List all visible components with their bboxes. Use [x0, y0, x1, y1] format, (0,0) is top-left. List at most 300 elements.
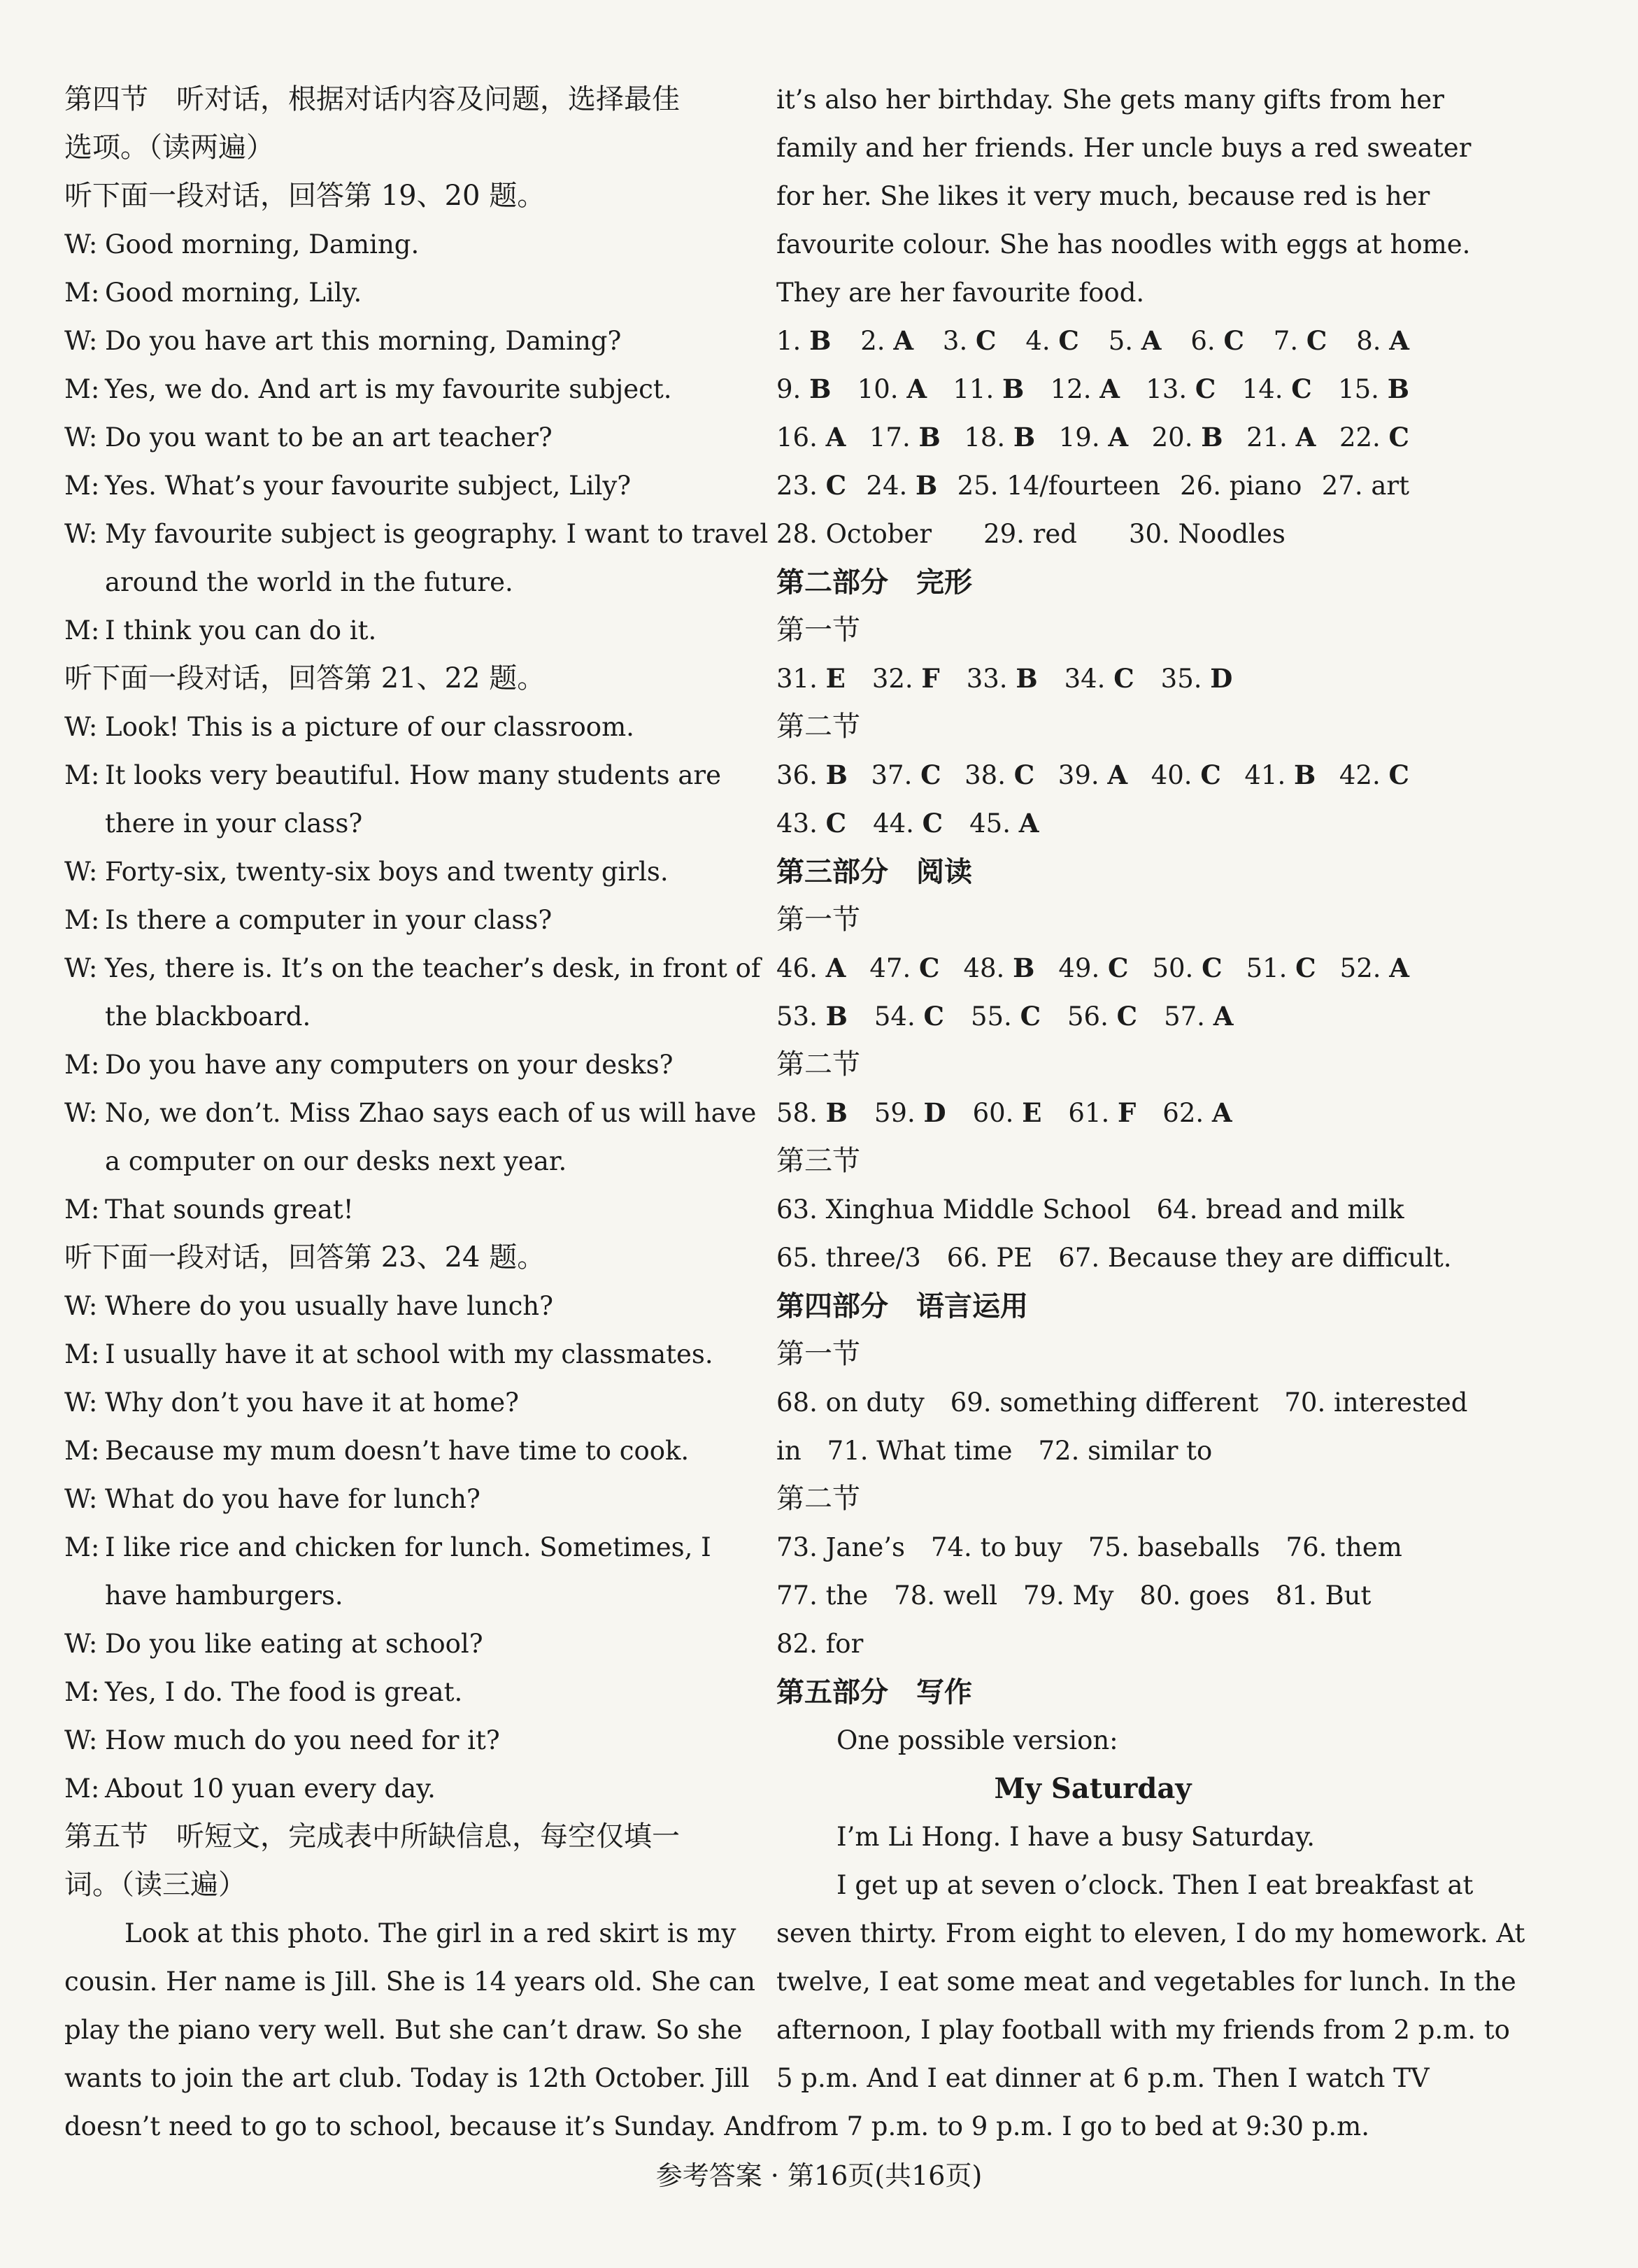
answer-item [1152, 413, 1223, 462]
answer-item [1059, 413, 1128, 462]
answer-choice: C [825, 808, 847, 839]
subsection-label: 听下面一段对话，回答第 21、22 题。 [64, 662, 546, 694]
answer-choice: B [1016, 663, 1038, 694]
speaker-label: W: [64, 1098, 98, 1128]
answer-item [776, 799, 846, 848]
answer-number: 13. [1146, 374, 1188, 404]
answer-row [776, 751, 1409, 799]
answer-number: 35. [1160, 664, 1202, 694]
answer-item [1356, 317, 1409, 365]
speaker-label: W: [64, 229, 98, 259]
answer-number: 49. [1058, 953, 1100, 983]
answer-item [1058, 944, 1128, 992]
dialogue-continuation: there in your class? [105, 808, 363, 839]
answer-item [776, 462, 846, 510]
text-line: 73. Jane’s 74. to buy 75. baseballs 76. them [776, 1532, 1402, 1562]
answer-choice: C [922, 808, 943, 839]
answer-item [1339, 413, 1409, 462]
text-line: afternoon, I play football with my friends from 2 p.m. to [776, 2015, 1510, 2045]
answer-item [1067, 992, 1137, 1041]
speaker-label: M: [64, 1194, 100, 1225]
answer-item [776, 992, 848, 1041]
subsection-label: 第一节 [776, 614, 860, 646]
answer-row [776, 944, 1409, 992]
answer-item [776, 655, 846, 703]
answer-number: 45. [969, 808, 1011, 839]
answer-item [1340, 944, 1409, 992]
answer-number: 1. [776, 326, 802, 356]
left-column [64, 76, 776, 2151]
answer-item [1161, 655, 1233, 703]
answer-number: 61. [1068, 1098, 1110, 1128]
subsection-label: 第一节 [776, 904, 860, 936]
answer-item [869, 944, 939, 992]
speaker-label: M: [64, 615, 100, 646]
dialogue-text: Do you have any computers on your desks? [105, 1050, 674, 1080]
answer-item [1322, 462, 1409, 510]
speaker-label: M: [64, 1532, 100, 1562]
dialogue-line [64, 848, 697, 896]
text-line: They are her favourite food. [776, 278, 1145, 308]
text-line: it’s also her birthday. She gets many gifts from her [776, 85, 1444, 115]
text-line: 63. Xinghua Middle School 64. bread and milk [776, 1194, 1404, 1225]
answer-choice: A [1108, 422, 1129, 452]
dialogue-line [64, 1475, 697, 1523]
subsection-label: 第三节 [776, 1145, 860, 1177]
answer-row [776, 413, 1409, 462]
answer-item [776, 1089, 848, 1137]
dialogue-line [64, 462, 697, 510]
answer-item [1338, 365, 1409, 413]
text-line: doesn’t need to go to school, because it’s Sunday. And [64, 2111, 776, 2141]
dialogue-text: Is there a computer in your class? [105, 905, 553, 935]
dialogue-line [64, 1668, 697, 1716]
answer-choice: B [1013, 953, 1035, 983]
answer-choice: C [923, 1001, 944, 1032]
answer-number: 52. [1339, 953, 1381, 983]
answer-number: 5. [1108, 326, 1134, 356]
answer-item [874, 992, 944, 1041]
answer-number: 10. [857, 374, 899, 404]
text-line: 28. October 29. red 30. Noodles [776, 519, 1286, 549]
answer-number: 54. [874, 1001, 916, 1032]
answer-number: 58. [776, 1098, 818, 1128]
answer-row [776, 462, 1409, 510]
answer-number: 33. [966, 664, 1008, 694]
dialogue-line [64, 1185, 697, 1234]
answer-item [1274, 317, 1327, 365]
answer-choice: B [1002, 373, 1025, 404]
part-heading: 第三部分 阅读 [776, 855, 972, 888]
answer-choice: C [1116, 1001, 1138, 1032]
dialogue-text: Where do you usually have lunch? [105, 1291, 553, 1321]
dialogue-line [64, 1764, 697, 1813]
answer-number: 19. [1058, 422, 1100, 452]
answer-item [1180, 462, 1302, 510]
answer-choice: A [825, 422, 846, 452]
paragraph-first-line: Look at this photo. The girl in a red skirt is my [124, 1918, 736, 1948]
dialogue-line [64, 1089, 757, 1137]
speaker-label: M: [64, 1050, 100, 1080]
text-line: wants to join the art club. Today is 12th October. Jill [64, 2063, 750, 2093]
answer-choice: C [1200, 759, 1221, 790]
answer-number: 48. [963, 953, 1005, 983]
answer-number: 25. 14/fourteen [957, 471, 1160, 501]
answer-choice: A [893, 325, 914, 356]
speaker-label: W: [64, 857, 98, 887]
answer-item [943, 317, 997, 365]
answer-number: 18. [964, 422, 1006, 452]
subsection-label: 第二节 [776, 711, 860, 743]
speaker-label: M: [64, 1339, 100, 1369]
speaker-label: W: [64, 953, 98, 983]
dialogue-text: Good morning, Lily. [105, 278, 362, 308]
answer-choice: B [1013, 422, 1036, 452]
answer-number: 2. [860, 326, 885, 356]
answer-choice: A [1099, 373, 1120, 404]
answer-number: 39. [1057, 760, 1099, 790]
answer-item [857, 365, 927, 413]
part-heading: 第二部分 完形 [776, 566, 972, 599]
dialogue-line [64, 1620, 697, 1668]
dialogue-line [64, 269, 697, 317]
answer-number: 8. [1356, 326, 1381, 356]
answer-choice: A [1141, 325, 1162, 356]
answer-choice: C [1113, 663, 1134, 694]
answer-number: 60. [972, 1098, 1014, 1128]
text-line: seven thirty. From eight to eleven, I do my homework. At [776, 1918, 1525, 1948]
answer-choice: B [825, 1001, 848, 1032]
subsection-label: 第二节 [776, 1483, 860, 1515]
dialogue-text: No, we don’t. Miss Zhao says each of us will have [105, 1098, 757, 1128]
answer-choice: B [916, 470, 938, 501]
answer-item [1152, 944, 1222, 992]
part-heading: 第四部分 语言运用 [776, 1290, 1028, 1322]
dialogue-text: Look! This is a picture of our classroom. [105, 712, 634, 742]
answer-choice: A [1107, 759, 1128, 790]
answer-number: 50. [1152, 953, 1194, 983]
dialogue-line [64, 1282, 697, 1330]
answer-number: 24. [866, 471, 908, 501]
answer-row [776, 365, 1409, 413]
dialogue-text: How much do you need for it? [105, 1725, 500, 1755]
answer-choice: B [809, 325, 832, 356]
answer-row [776, 1089, 1409, 1137]
answer-number: 43. [776, 808, 818, 839]
answer-number: 27. art [1321, 471, 1409, 501]
dialogue-text: I think you can do it. [105, 615, 377, 646]
answer-number: 21. [1246, 422, 1288, 452]
answer-number: 44. [873, 808, 914, 839]
speaker-label: W: [64, 519, 98, 549]
answer-item [973, 1089, 1042, 1137]
dialogue-text: Yes, we do. And art is my favourite subject. [105, 374, 672, 404]
answer-item [1064, 655, 1134, 703]
dialogue-line [64, 1378, 697, 1427]
answer-item [1109, 317, 1162, 365]
answer-item [874, 1089, 946, 1137]
answer-item [963, 944, 1034, 992]
part-heading: 第五部分 写作 [776, 1676, 972, 1709]
answer-choice: D [923, 1097, 946, 1128]
answer-choice: A [1389, 325, 1409, 356]
answer-number: 26. piano [1180, 471, 1302, 501]
answer-number: 41. [1244, 760, 1286, 790]
dialogue-continuation: have hamburgers. [105, 1581, 343, 1611]
paragraph-first-line: One possible version: [836, 1725, 1118, 1755]
answer-number: 47. [869, 953, 911, 983]
answer-choice: C [825, 470, 847, 501]
answer-item [1068, 1089, 1136, 1137]
dialogue-text: Do you have art this morning, Daming? [105, 326, 622, 356]
answer-item [1246, 944, 1316, 992]
text-line: cousin. Her name is Jill. She is 14 years old. She can [64, 1967, 755, 1997]
answer-item [872, 655, 940, 703]
answer-item [1242, 365, 1312, 413]
answer-item [873, 799, 943, 848]
answer-choice: C [920, 759, 941, 790]
answer-item [969, 799, 1039, 848]
speaker-label: M: [64, 1677, 100, 1707]
right-column [776, 76, 1525, 2151]
answer-item [957, 462, 1160, 510]
speaker-label: M: [64, 905, 100, 935]
dialogue-text: Yes. What’s your favourite subject, Lily? [105, 471, 632, 501]
answer-item [1162, 1089, 1232, 1137]
answer-item [971, 992, 1041, 1041]
dialogue-text: I like rice and chicken for lunch. Sometimes, I [105, 1532, 711, 1562]
answer-item [1025, 317, 1079, 365]
dialogue-text: That sounds great! [105, 1194, 354, 1225]
dialogue-continuation: the blackboard. [105, 1001, 311, 1032]
answer-number: 22. [1339, 422, 1381, 452]
dialogue-text: Yes, I do. The food is great. [105, 1677, 463, 1707]
dialogue-text: Do you want to be an art teacher? [105, 422, 553, 452]
speaker-label: M: [64, 1436, 100, 1466]
answer-choice: C [1291, 373, 1312, 404]
answer-item [776, 413, 846, 462]
answer-row [776, 655, 1409, 703]
answer-number: 46. [776, 953, 818, 983]
answer-number: 15. [1338, 374, 1379, 404]
answer-choice: B [825, 1097, 848, 1128]
answer-choice: C [1020, 1001, 1041, 1032]
answer-number: 7. [1273, 326, 1299, 356]
answer-choice: B [1201, 422, 1223, 452]
answer-choice: B [1293, 759, 1316, 790]
answer-choice: F [1118, 1097, 1137, 1128]
answer-number: 40. [1151, 760, 1192, 790]
dialogue-line [64, 606, 697, 655]
answer-number: 31. [776, 664, 818, 694]
text-line: for her. She likes it very much, because red is her [776, 181, 1430, 211]
paragraph-first-line: I’m Li Hong. I have a busy Saturday. [836, 1822, 1316, 1852]
text-line: play the piano very well. But she can’t draw. So she [64, 2015, 743, 2045]
answer-item [776, 751, 848, 799]
text-line: from 7 p.m. to 9 p.m. I go to bed at 9:30 p.m. [776, 2111, 1369, 2141]
answer-item [1164, 992, 1233, 1041]
answer-choice: A [1295, 422, 1316, 452]
answer-choice: D [1210, 663, 1233, 694]
answer-item [967, 655, 1038, 703]
answer-choice: B [918, 422, 941, 452]
answer-item [869, 413, 941, 462]
answer-number: 56. [1067, 1001, 1109, 1032]
answer-choice: C [1223, 325, 1244, 356]
answer-number: 51. [1246, 953, 1288, 983]
answer-item [866, 462, 937, 510]
dialogue-text: About 10 yuan every day. [105, 1774, 436, 1804]
dialogue-line [64, 1041, 697, 1089]
dialogue-line [64, 703, 697, 751]
answer-row [776, 317, 1409, 365]
answer-number: 4. [1025, 326, 1051, 356]
text-line: 77. the 78. well 79. My 80. goes 81. But [776, 1581, 1372, 1611]
answer-number: 53. [776, 1001, 818, 1032]
answer-choice: E [825, 663, 846, 694]
answer-row [776, 992, 1409, 1041]
text-line: 68. on duty 69. something different 70. interested [776, 1388, 1468, 1418]
answer-number: 55. [970, 1001, 1012, 1032]
speaker-label: W: [64, 1291, 98, 1321]
answer-item [964, 413, 1035, 462]
answer-number: 62. [1162, 1098, 1204, 1128]
answer-number: 57. [1164, 1001, 1205, 1032]
page-footer: 参考答案 · 第16页(共16页) [655, 2160, 983, 2191]
answer-choice: A [825, 953, 846, 983]
section-heading: 第四节 听对话，根据对话内容及问题，选择最佳 [64, 83, 680, 115]
text-line: favourite colour. She has noodles with eggs at home. [776, 229, 1471, 259]
dialogue-line [64, 317, 697, 365]
answer-number: 34. [1064, 664, 1106, 694]
answer-item [953, 365, 1024, 413]
answer-choice: B [1387, 373, 1409, 404]
subsection-label: 第一节 [776, 1338, 860, 1370]
answer-item [1146, 365, 1216, 413]
answer-choice: B [825, 759, 848, 790]
dialogue-line [64, 413, 697, 462]
answer-item [1190, 317, 1244, 365]
speaker-label: M: [64, 278, 100, 308]
dialogue-text: What do you have for lunch? [105, 1484, 480, 1514]
dialogue-text: Why don’t you have it at home? [105, 1388, 519, 1418]
answer-number: 37. [871, 760, 913, 790]
answer-item [1058, 751, 1127, 799]
answer-number: 59. [874, 1098, 916, 1128]
answer-choice: C [1388, 422, 1409, 452]
answer-choice: A [1389, 953, 1409, 983]
answer-choice: C [975, 325, 997, 356]
answer-number: 9. [776, 374, 802, 404]
answer-choice: C [1107, 953, 1129, 983]
answer-item [1246, 413, 1316, 462]
essay-title: My Saturday [994, 1772, 1192, 1805]
answer-row [776, 799, 1409, 848]
answer-choice: C [1388, 759, 1409, 790]
dialogue-line [64, 944, 761, 992]
dialogue-text: Good morning, Daming. [105, 229, 420, 259]
dialogue-text: It looks very beautiful. How many students are [105, 760, 721, 790]
speaker-label: W: [64, 1725, 98, 1755]
dialogue-line [64, 220, 697, 269]
dialogue-line [64, 1330, 713, 1378]
answer-choice: E [1022, 1097, 1042, 1128]
answer-choice: A [1018, 808, 1039, 839]
answer-choice: C [918, 953, 940, 983]
answer-choice: A [1211, 1097, 1232, 1128]
answer-item [1151, 751, 1221, 799]
dialogue-continuation: a computer on our desks next year. [105, 1146, 567, 1176]
speaker-label: W: [64, 422, 98, 452]
answer-item [964, 751, 1034, 799]
subsection-label: 听下面一段对话，回答第 23、24 题。 [64, 1241, 546, 1274]
answer-number: 16. [776, 422, 818, 452]
text-line: 5 p.m. And I eat dinner at 6 p.m. Then I watch TV [776, 2063, 1430, 2093]
text-line: 82. for [776, 1629, 864, 1659]
answer-number: 11. [953, 374, 995, 404]
speaker-label: M: [64, 374, 100, 404]
subsection-label: 听下面一段对话，回答第 19、20 题。 [64, 180, 546, 212]
answer-choice: A [1213, 1001, 1234, 1032]
answer-item [776, 317, 831, 365]
answer-choice: B [809, 373, 832, 404]
answer-item [1244, 751, 1316, 799]
answer-number: 32. [871, 664, 913, 694]
dialogue-text: Do you like eating at school? [105, 1629, 483, 1659]
text-line: 65. three/3 66. PE 67. Because they are difficult. [776, 1243, 1452, 1273]
answer-item [776, 944, 846, 992]
answer-number: 14. [1241, 374, 1283, 404]
speaker-label: W: [64, 326, 98, 356]
answer-choice: C [1295, 953, 1316, 983]
answer-choice: C [1058, 325, 1079, 356]
dialogue-text: My favourite subject is geography. I want to travel [105, 519, 769, 549]
section-heading: 第五节 听短文，完成表中所缺信息，每空仅填一 [64, 1820, 680, 1853]
answer-number: 23. [776, 471, 818, 501]
answer-item [776, 365, 831, 413]
dialogue-text: Forty-six, twenty-six boys and twenty girls. [105, 857, 669, 887]
answer-item [1339, 751, 1409, 799]
speaker-label: M: [64, 760, 100, 790]
answer-number: 42. [1339, 760, 1381, 790]
section-heading-cont: 词。（读三遍） [64, 1869, 246, 1901]
answer-item [1051, 365, 1120, 413]
answer-number: 12. [1050, 374, 1092, 404]
answer-number: 3. [942, 326, 968, 356]
dialogue-line [64, 365, 697, 413]
dialogue-line [64, 1716, 697, 1764]
dialogue-line [64, 510, 769, 558]
answer-choice: C [1202, 953, 1223, 983]
answer-item [871, 751, 941, 799]
answer-choice: C [1306, 325, 1327, 356]
answer-choice: C [1195, 373, 1216, 404]
speaker-label: M: [64, 471, 100, 501]
dialogue-line [64, 896, 697, 944]
speaker-label: W: [64, 1484, 98, 1514]
answer-choice: C [1013, 759, 1035, 790]
text-line: in 71. What time 72. similar to [776, 1436, 1213, 1466]
text-line: twelve, I eat some meat and vegetables for lunch. In the [776, 1967, 1516, 1997]
answer-number: 36. [776, 760, 818, 790]
dialogue-line [64, 1523, 711, 1571]
dialogue-text: Because my mum doesn’t have time to cook. [105, 1436, 690, 1466]
paragraph-first-line: I get up at seven o’clock. Then I eat breakfast at [836, 1870, 1474, 1900]
section-heading-cont: 选项。（读两遍） [64, 131, 274, 164]
answer-choice: F [921, 663, 940, 694]
dialogue-text: I usually have it at school with my classmates. [105, 1339, 713, 1369]
answer-number: 6. [1190, 326, 1216, 356]
